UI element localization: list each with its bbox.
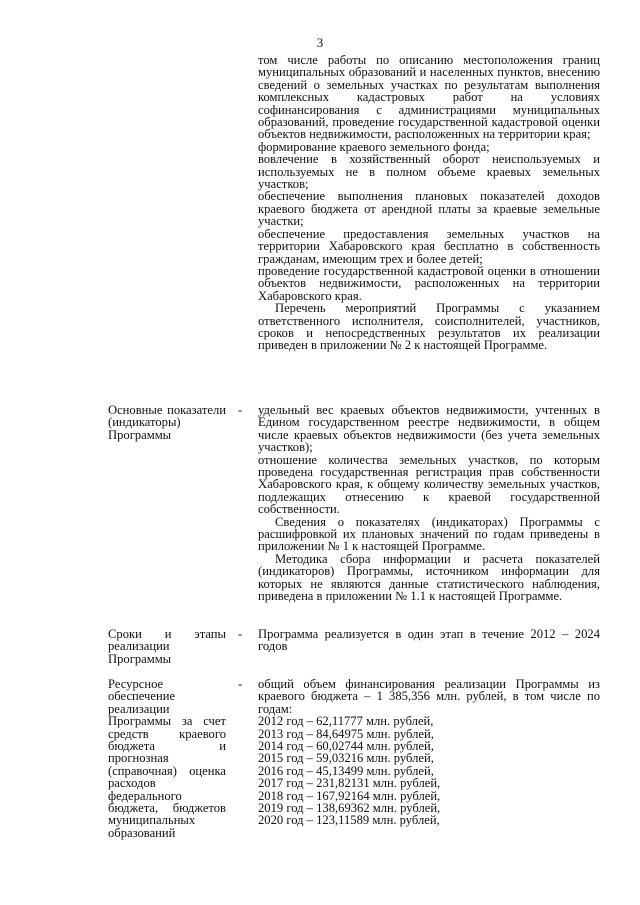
resources-intro: общий объем финансирования реализации Программы из краевого бюджета – 1 385,356 млн. рублей, в том числе по годам: (258, 677, 600, 716)
funding-year-item: 2020 год – 123,11589 млн. рублей, (258, 813, 440, 828)
indicator-paragraph: удельный вес краевых объектов недвижимости, учтенных в Едином государственном реестре недвижимости, в общем числе краевых объектов недвижимости (без учета земельных участков); (258, 403, 600, 455)
page-number: 3 (316, 35, 324, 50)
resources-content (258, 678, 600, 827)
funding-year-item: 2016 год – 45,13499 млн. рублей, (258, 763, 434, 778)
resources-dash: - (238, 677, 243, 691)
terms-text: Программа реализуется в один этап в течение 2012 – 2024 годов (258, 627, 600, 654)
resources-label: Ресурсное обеспечение реализации Программы за счет средств краевого бюджета и прогнозная (справочная) оценка расходов федерального бюджета, бюджетов муниципальных образований (108, 677, 226, 840)
terms-dash: - (238, 627, 243, 641)
terms-label: Сроки и этапы реализации Программы (108, 627, 226, 666)
measure-paragraph: том числе работы по описанию местоположения границ муниципальных образований и населенных пунктов, внесению сведений о земельных участках по результатам выполнения комплексных кадастровых работ на условиях софинансирования с администрациями муниципальных образований, проведение государственной кадастровой оценки объектов недвижимости, расположенных на территории края; (258, 53, 600, 142)
measure-paragraph: проведение государственной кадастровой оценки в отношении объектов недвижимости, расположенных на территории Хабаровского края. (258, 263, 600, 303)
measure-paragraph: вовлечение в хозяйственный оборот неиспользуемых и используемых не в полном объеме краевых земельных участков; (258, 152, 600, 192)
indicator-note: Сведения о показателях (индикаторах) Программы с расшифровкой их плановых значений по годам приведены в приложении № 1 к настоящей Программе. (258, 514, 600, 554)
measure-paragraph: формирование краевого земельного фонда; (258, 139, 490, 154)
funding-year-item: 2019 год – 138,69362 млн. рублей, (258, 801, 441, 816)
funding-year-item: 2018 год – 167,92164 млн. рублей, (258, 788, 441, 803)
measure-paragraph: обеспечение выполнения плановых показателей доходов краевого бюджета от арендной платы за краевые земельные участки; (258, 189, 600, 229)
measures-continuation (258, 54, 600, 352)
funding-year-item: 2012 год – 62,11777 млн. рублей, (258, 714, 434, 729)
funding-year-item: 2013 год – 84,64975 млн. рублей, (258, 726, 434, 741)
indicators-label: Основные показатели (индикаторы) Программы (108, 403, 226, 442)
funding-by-year-list (258, 715, 600, 827)
funding-year-item: 2015 год – 59,03216 млн. рублей, (258, 751, 434, 766)
indicators-content (258, 404, 600, 603)
measure-paragraph: обеспечение предоставления земельных участков на территории Хабаровского края бесплатно в собственность гражданам, имеющим трех и более детей; (258, 226, 600, 266)
indicator-note: Методика сбора информации и расчета показателей (индикаторов) Программы, источником информации для которых не являются данные статистического наблюдения, приведена в приложении № 1.1 к настоящей Программе. (258, 551, 600, 604)
funding-year-item: 2017 год – 231,82131 млн. рублей, (258, 776, 441, 791)
terms-content (258, 628, 600, 653)
measures-summary: Перечень мероприятий Программы с указанием ответственного исполнителя, соисполнителей, участников, сроков и непосредственных результатов их реализации приведен в приложении № 2 к настоящей Программе. (258, 301, 600, 353)
indicator-paragraph: отношение количества земельных участков, по которым проведена государственная регистрация прав собственности Хабаровского края, к общему количеству земельных участков, подлежащих отнесению к краевой государственной собственности. (258, 452, 600, 517)
funding-year-item: 2014 год – 60,02744 млн. рублей, (258, 739, 434, 754)
indicators-dash: - (238, 403, 243, 417)
